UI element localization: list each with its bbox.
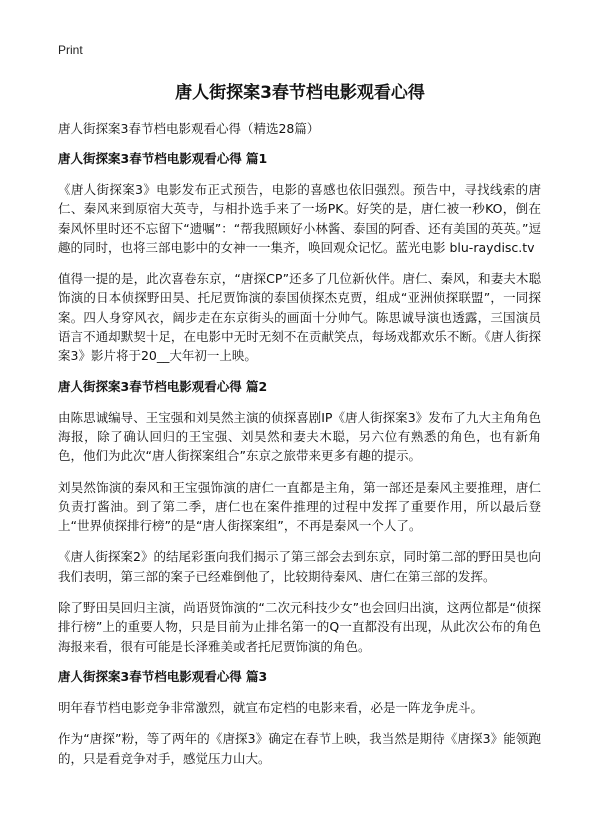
paragraph: 除了野田昊回归主演，尚语贤饰演的“二次元科技少女”也会回归出演，这两位都是“侦探排行榜”上的重要人物，只是目前为止排名第一的Q一直都没有出现，从此次公布的角色海报来看，很有可能是长泽雅美或者托尼贾饰演的角色。 xyxy=(58,600,541,654)
section-heading: 唐人街探案3春节档电影观看心得 篇3 xyxy=(58,668,268,684)
paragraph: 《唐人街探案3》电影发布正式预告，电影的喜感也依旧强烈。预告中，寻找线索的唐仁、秦风来到原宿大英寺，与相扑选手来了一场PK。好笑的是，唐仁被一秒KO，倒在秦风怀里时还不忘留下“遗嘱”：“帮我照顾好小林酱、泰国的阿香、还有美国的英英。”逗趣的同时，也将三部电影中的女神一一集齐，唤回观众记忆。蓝光电影 blu-raydisc.tv xyxy=(58,182,541,255)
section-3 xyxy=(58,668,541,768)
document-title: 唐人街探案3春节档电影观看心得 xyxy=(175,83,425,103)
paragraph: 明年春节档电影竞争非常激烈，就宣布定档的电影来看，必是一阵龙争虎斗。 xyxy=(58,699,484,715)
section-2 xyxy=(58,378,541,656)
paragraph: 作为“唐探”粉，等了两年的《唐探3》确定在春节上映，我当然是期待《唐探3》能领跑的，只是看竞争对手，感觉压力山大。 xyxy=(58,731,541,766)
paragraph: 《唐人街探案2》的结尾彩蛋向我们揭示了第三部会去到东京，同时第二部的野田昊也向我们表明，第三部的案子已经难倒他了，比较期待秦风、唐仁在第三部的发挥。 xyxy=(58,549,541,584)
article-body xyxy=(58,120,541,780)
section-1 xyxy=(58,150,541,366)
paragraph: 值得一提的是，此次喜卷东京，“唐探CP”还多了几位新伙伴。唐仁、秦风，和妻夫木聪饰演的日本侦探野田昊、托尼贾饰演的泰国侦探杰克贾，组成“亚洲侦探联盟”，一同探案。四人身穿风衣，阔步走在东京街头的画面十分帅气。陈思诚导演也透露，三国演员语言不通却默契十足，在电影中无时无刻不在贡献笑点，每场戏都欢乐不断。《唐人街探案3》影片将于20__大年初一上映。 xyxy=(58,271,541,364)
paragraph: 由陈思诚编导、王宝强和刘昊然主演的侦探喜剧IP《唐人街探案3》发布了九大主角角色海报，除了确认回归的王宝强、刘昊然和妻夫木聪，另六位有熟悉的角色，也有新角色，他们为此次“唐人街探案组合”东京之旅带来更多有趣的提示。 xyxy=(58,409,541,464)
paragraph: 刘昊然饰演的秦风和王宝强饰演的唐仁一直都是主角，第一部还是秦风主要推理，唐仁负责打酱油。到了第二季，唐仁也在案件推理的过程中发挥了重要作用，所以最后登上“世界侦探排行榜”的是“唐人街探案组”，不再是秦风一个人了。 xyxy=(58,479,541,534)
section-heading: 唐人街探案3春节档电影观看心得 篇2 xyxy=(58,378,268,394)
section-heading: 唐人街探案3春节档电影观看心得 篇1 xyxy=(58,151,268,166)
article-subtitle: 唐人街探案3春节档电影观看心得（精选28篇） xyxy=(58,121,320,136)
print-link[interactable]: Print xyxy=(58,43,83,57)
